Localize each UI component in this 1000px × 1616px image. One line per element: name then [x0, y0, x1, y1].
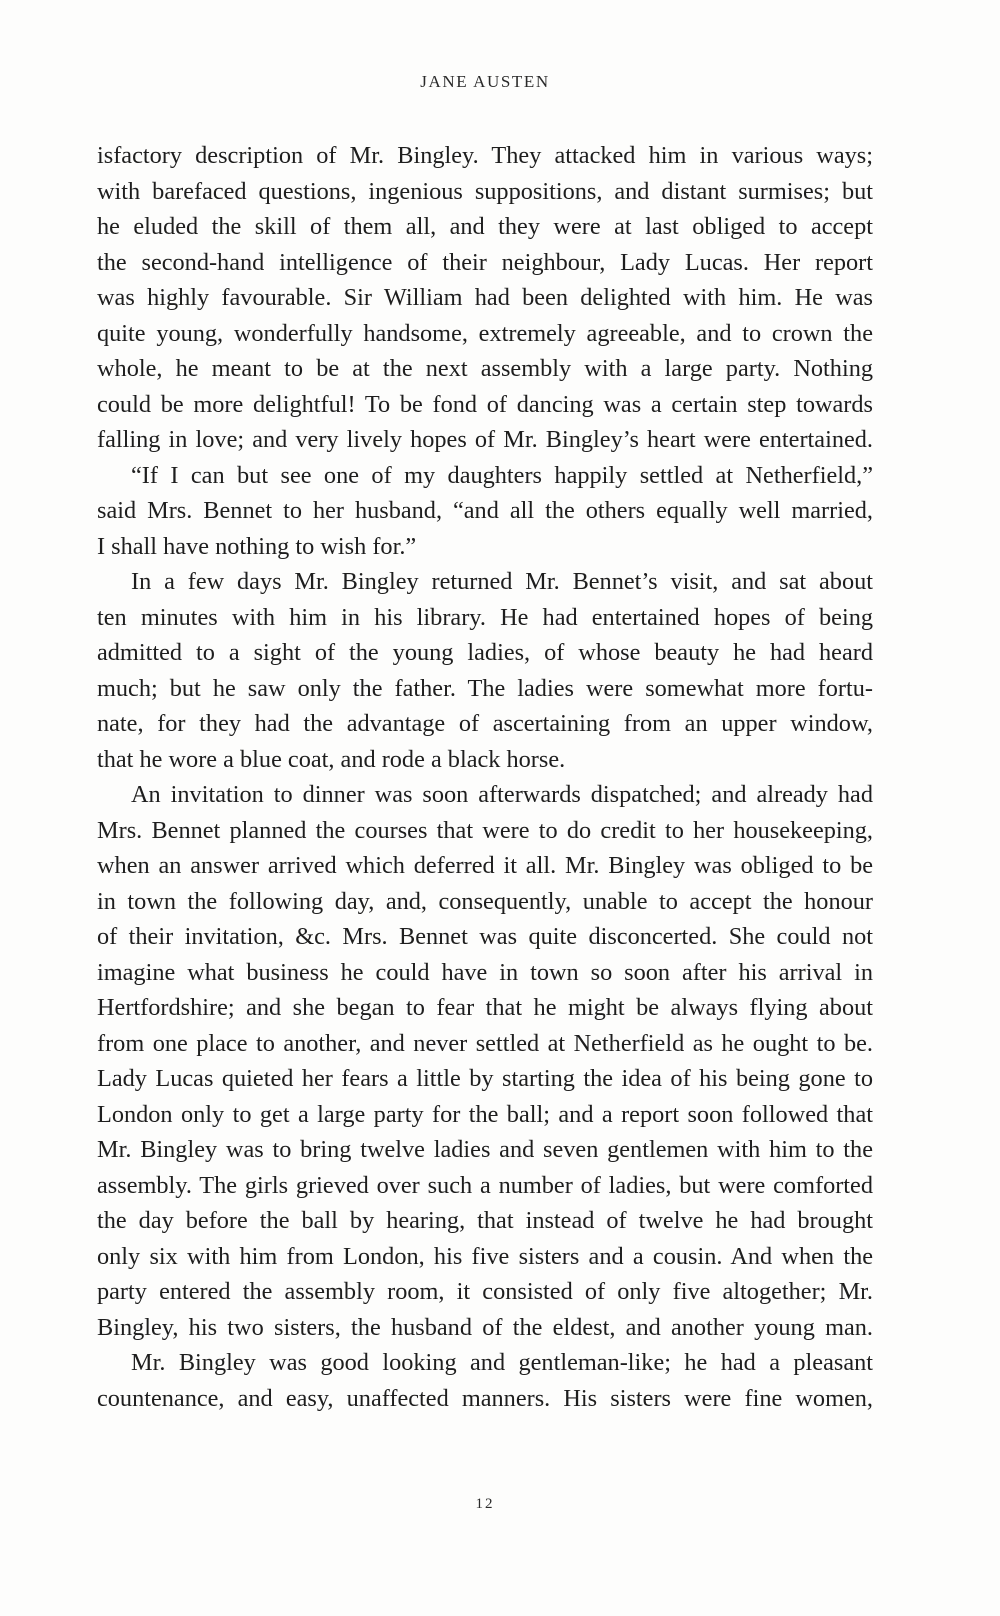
paragraph-first-line: In a few days Mr. Bingley returned Mr. Bennet’s visit, and sat about	[131, 568, 873, 595]
text-line: whole, he meant to be at the next assembly with a large party. Nothing	[97, 355, 873, 382]
text-line: when an answer arrived which deferred it all. Mr. Bingley was obliged to be	[97, 852, 873, 879]
text-line: Lady Lucas quieted her fears a little by starting the idea of his being gone to	[97, 1065, 873, 1092]
text-line: of their invitation, &c. Mrs. Bennet was quite disconcerted. She could not	[97, 923, 873, 950]
text-line: was highly favourable. Sir William had been delighted with him. He was	[97, 284, 873, 311]
text-line: London only to get a large party for the ball; and a report soon followed that	[97, 1100, 873, 1128]
text-line: only six with him from London, his five sisters and a cousin. And when the	[97, 1242, 873, 1270]
paragraph-first-line: “If I can but see one of my daughters happily settled at Netherfield,”	[131, 461, 873, 489]
text-line: Bingley, his two sisters, the husband of the eldest, and another young man.	[97, 1313, 873, 1341]
text-line: Mr. Bingley was to bring twelve ladies and seven gentlemen with him to the	[97, 1136, 873, 1163]
text-line: party entered the assembly room, it consisted of only five altogether; Mr.	[97, 1278, 873, 1305]
page-number: 12	[475, 1496, 495, 1512]
text-line: Hertfordshire; and she began to fear that he might be always flying about	[97, 994, 873, 1021]
text-line: ten minutes with him in his library. He had entertained hopes of being	[97, 603, 873, 631]
text-line: Mrs. Bennet planned the courses that were to do credit to her housekeeping,	[97, 816, 873, 844]
text-line: the day before the ball by hearing, that instead of twelve he had brought	[97, 1207, 873, 1234]
text-line: imagine what business he could have in town so soon after his arrival in	[97, 958, 873, 986]
text-line: isfactory description of Mr. Bingley. They attacked him in various ways;	[97, 142, 873, 169]
paragraph-first-line: An invitation to dinner was soon afterwards dispatched; and already had	[131, 781, 873, 808]
text-line: falling in love; and very lively hopes of Mr. Bingley’s heart were entertained.	[97, 426, 873, 453]
text-line: with barefaced questions, ingenious suppositions, and distant surmises; but	[97, 177, 873, 205]
text-line: much; but he saw only the father. The ladies were somewhat more fortu-	[97, 674, 873, 702]
text-line: said Mrs. Bennet to her husband, “and all the others equally well married,	[97, 497, 873, 524]
text-line: could be more delightful! To be fond of dancing was a certain step towards	[97, 390, 873, 418]
paragraph-last-line: I shall have nothing to wish for.”	[97, 532, 417, 560]
text-line: assembly. The girls grieved over such a number of ladies, but were comforted	[97, 1171, 873, 1199]
paragraph-first-line: Mr. Bingley was good looking and gentleman-like; he had a pleasant	[131, 1349, 873, 1376]
body-text	[97, 138, 873, 1416]
text-line: he eluded the skill of them all, and they were at last obliged to accept	[97, 213, 873, 240]
paragraph-last-line: that he wore a blue coat, and rode a black horse.	[97, 745, 566, 773]
text-line: nate, for they had the advantage of ascertaining from an upper window,	[97, 710, 873, 737]
text-line: the second-hand intelligence of their neighbour, Lady Lucas. Her report	[97, 248, 873, 276]
text-line: quite young, wonderfully handsome, extremely agreeable, and to crown the	[97, 319, 873, 347]
text-line: countenance, and easy, unaffected manners. His sisters were fine women,	[97, 1384, 873, 1412]
running-head: JANE AUSTEN	[420, 72, 550, 91]
text-line: from one place to another, and never settled at Netherfield as he ought to be.	[97, 1029, 873, 1057]
text-line: in town the following day, and, consequently, unable to accept the honour	[97, 887, 873, 915]
text-line: admitted to a sight of the young ladies, of whose beauty he had heard	[97, 639, 873, 666]
